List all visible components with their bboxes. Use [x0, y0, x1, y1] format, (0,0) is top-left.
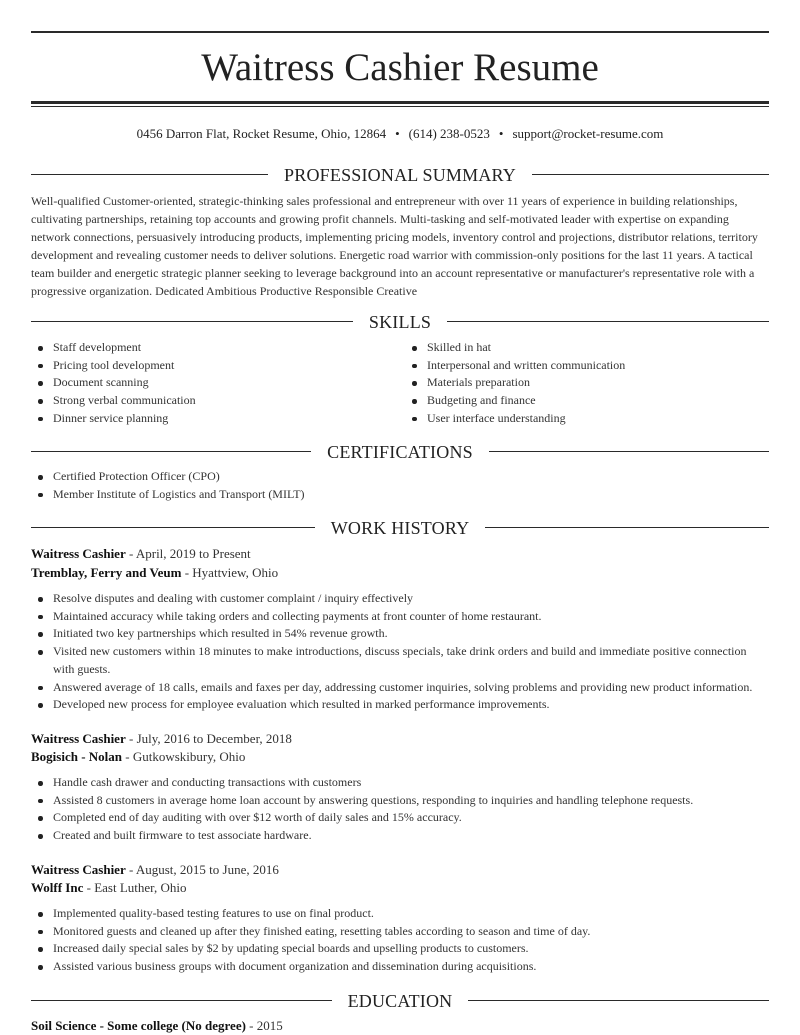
job-bullet-item: Handle cash drawer and conducting transactions with customers: [31, 774, 769, 792]
job-dates: - July, 2016 to December, 2018: [125, 731, 292, 746]
job-location: - Hyattview, Ohio: [181, 565, 279, 580]
heading-rule: [447, 321, 769, 322]
header-bottom-thin-rule: [31, 106, 769, 107]
certifications-list: [31, 468, 769, 503]
skill-item: Document scanning: [31, 374, 401, 392]
certification-item: Certified Protection Officer (CPO): [31, 468, 769, 486]
job-location: - East Luther, Ohio: [83, 880, 187, 895]
job-company-line: [31, 564, 278, 582]
job-title-line: [31, 730, 292, 748]
job-bullets: [31, 905, 769, 976]
skill-item: User interface understanding: [405, 410, 769, 428]
job-company-line: [31, 748, 245, 766]
contact-separator: •: [395, 126, 400, 141]
job-location: - Gutkowskibury, Ohio: [122, 749, 246, 764]
skill-item: Pricing tool development: [31, 357, 401, 375]
job-dates: - April, 2019 to Present: [125, 546, 251, 561]
job-bullet-item: Maintained accuracy while taking orders and collecting payments at front counter of home restaurant.: [31, 608, 769, 626]
heading-rule: [485, 527, 769, 528]
skill-item: Staff development: [31, 339, 401, 357]
job-bullet-item: Increased daily special sales by $2 by updating special boards and upselling products to customers.: [31, 940, 769, 958]
header-bottom-rule: [31, 101, 769, 104]
job-bullet-item: Assisted various business groups with document organization and dissemination during acquisitions.: [31, 958, 769, 976]
education-year: - 2015: [245, 1018, 283, 1033]
education-line: [31, 1017, 283, 1035]
section-heading-summary: [31, 163, 769, 187]
job-bullet-item: Completed end of day auditing with over $12 worth of daily sales and 15% accuracy.: [31, 809, 769, 827]
section-heading-certifications: [31, 440, 769, 464]
job-title: Waitress Cashier: [31, 731, 126, 746]
heading-rule: [468, 1000, 769, 1001]
skill-item: Materials preparation: [405, 374, 769, 392]
job-bullet-item: Resolve disputes and dealing with customer complaint / inquiry effectively: [31, 590, 769, 608]
section-title: SKILLS: [368, 312, 432, 332]
section-title: CERTIFICATIONS: [327, 442, 473, 462]
header-top-rule: [31, 31, 769, 33]
job-company: Tremblay, Ferry and Veum: [31, 565, 182, 580]
job-company: Bogisich - Nolan: [31, 749, 123, 764]
resume-title: Waitress Cashier Resume: [201, 46, 599, 89]
job-bullet-item: Monitored guests and cleaned up after they finished eating, resetting tables according to season and time of day.: [31, 923, 769, 941]
skills-list-left: [31, 339, 401, 428]
job-bullets: [31, 774, 769, 845]
job-title: Waitress Cashier: [31, 546, 126, 561]
job-dates: - August, 2015 to June, 2016: [125, 862, 279, 877]
heading-rule: [532, 174, 769, 175]
job-bullet-item: Visited new customers within 18 minutes to make introductions, discuss specials, take drink orders and build and immediate positive connection with guests.: [31, 643, 769, 678]
section-title: EDUCATION: [347, 991, 453, 1011]
summary-text: Well-qualified Customer-oriented, strategic-thinking sales professional and entrepreneur with over 11 years of experience in building relationships, cultivating partnerships, retaining top accounts and growing profit channels. Multi-tasking and self-motivated leader with expertise on expanding network connections, persuasively introducing products, implementing pricing models, inventory control and projections, distributor relations, territory development and revealing customer needs to deliver solutions. Energetic road warrior with commission-only positions for the last 11 years. A tactical team builder and energetic strategic planner seeking to leverage background into an account representative or manufacturer's representative role with a progressive organization. Dedicated Ambitious Productive Responsible Creative: [31, 194, 758, 298]
contact-address: 0456 Darron Flat, Rocket Resume, Ohio, 12864: [136, 126, 387, 141]
job-company: Wolff Inc: [31, 880, 84, 895]
section-heading-education: [31, 989, 769, 1013]
skill-item: Strong verbal communication: [31, 392, 401, 410]
section-heading-skills: [31, 310, 769, 334]
contact-separator: •: [498, 126, 504, 141]
job-bullet-item: Answered average of 18 calls, emails and faxes per day, addressing customer inquiries, solving problems and providing new product information.: [31, 679, 769, 697]
job-bullet-item: Implemented quality-based testing features to use on final product.: [31, 905, 769, 923]
skills-list-right: [405, 339, 769, 428]
job-company-line: [31, 879, 186, 897]
job-bullet-item: Assisted 8 customers in average home loan account by answering questions, responding to inquiries and handling telephone requests.: [31, 792, 769, 810]
heading-rule: [489, 451, 769, 452]
certification-item: Member Institute of Logistics and Transport (MILT): [31, 486, 769, 504]
job-title: Waitress Cashier: [31, 862, 126, 877]
job-bullet-item: Created and built firmware to test associate hardware.: [31, 827, 769, 845]
job-bullet-item: Initiated two key partnerships which resulted in 54% revenue growth.: [31, 625, 769, 643]
job-bullet-item: Developed new process for employee evaluation which resulted in marked performance improvements.: [31, 696, 769, 714]
skill-item: Budgeting and finance: [405, 392, 769, 410]
section-heading-work-history: [31, 516, 769, 540]
education-degree: Soil Science - Some college (No degree): [31, 1018, 246, 1033]
skill-item: Interpersonal and written communication: [405, 357, 769, 375]
contact-email[interactable]: support@rocket-resume.com: [512, 126, 664, 141]
skill-item: Dinner service planning: [31, 410, 401, 428]
contact-phone[interactable]: (614) 238-0523: [408, 126, 490, 141]
job-title-line: [31, 861, 279, 879]
skill-item: Skilled in hat: [405, 339, 769, 357]
job-title-line: [31, 545, 251, 563]
section-title: WORK HISTORY: [330, 518, 470, 538]
section-title: PROFESSIONAL SUMMARY: [284, 165, 516, 185]
job-bullets: [31, 590, 769, 714]
contact-line: [31, 125, 769, 143]
